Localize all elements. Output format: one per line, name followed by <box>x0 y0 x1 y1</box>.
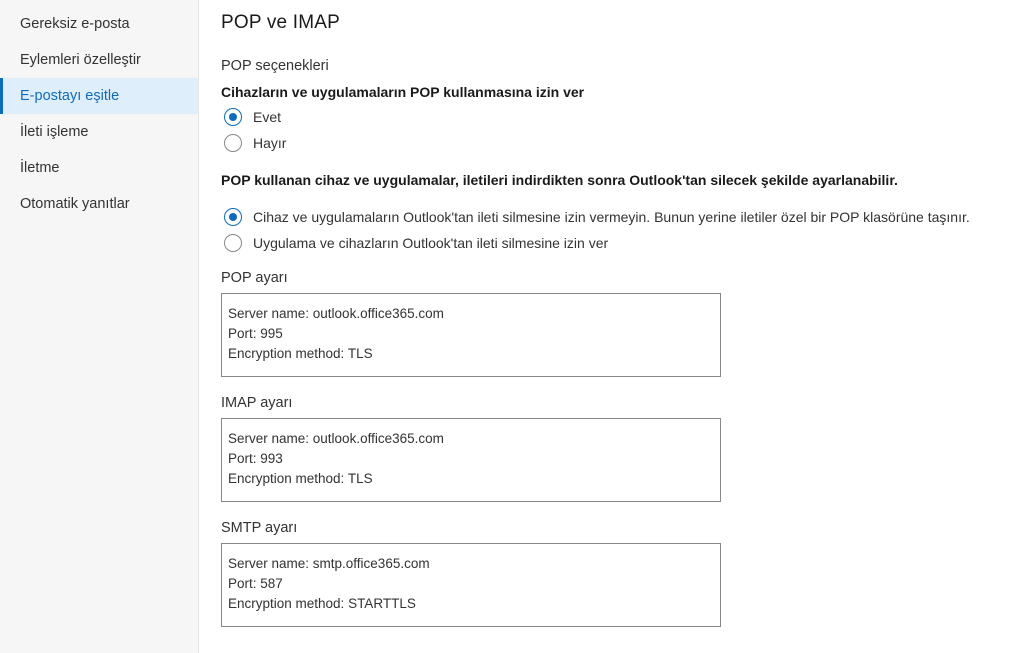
imap-server-name: Server name: outlook.office365.com <box>228 431 444 446</box>
radio-label: Uygulama ve cihazların Outlook'tan ileti silmesine izin ver <box>253 235 609 251</box>
radio-label: Evet <box>253 109 282 125</box>
pop-permission-option-no[interactable] <box>221 134 986 152</box>
radio-icon[interactable] <box>224 134 242 152</box>
pop-delete-option-special-folder[interactable] <box>221 208 986 226</box>
sidebar-item-customize-actions[interactable] <box>0 42 198 78</box>
sidebar-item-junk-email[interactable] <box>0 6 198 42</box>
sidebar-item-sync-email[interactable] <box>0 78 198 114</box>
radio-icon[interactable] <box>224 208 242 226</box>
smtp-port: Port: 587 <box>228 576 283 591</box>
imap-port: Port: 993 <box>228 451 283 466</box>
smtp-setting-box <box>221 543 721 627</box>
settings-sidebar <box>0 0 199 653</box>
sidebar-item-label: İletme <box>20 160 60 176</box>
pop-setting-group <box>221 270 986 377</box>
radio-icon[interactable] <box>224 234 242 252</box>
smtp-setting-group <box>221 520 986 627</box>
pop-setting-label: POP ayarı <box>221 270 288 286</box>
pop-server-name: Server name: outlook.office365.com <box>228 306 444 321</box>
sidebar-item-label: Eylemleri özelleştir <box>20 52 141 68</box>
imap-setting-label: IMAP ayarı <box>221 395 293 411</box>
sidebar-item-forwarding[interactable] <box>0 150 198 186</box>
sidebar-item-label: İleti işleme <box>20 124 89 140</box>
pop-delete-behavior-label: POP kullanan cihaz ve uygulamalar, iletileri indirdikten sonra Outlook'tan silecek şekilde ayarlanabilir. <box>221 172 898 188</box>
imap-setting-group <box>221 395 986 502</box>
pop-setting-box <box>221 293 721 377</box>
sidebar-item-label: E-postayı eşitle <box>20 88 120 104</box>
radio-label: Cihaz ve uygulamaların Outlook'tan ileti silmesine izin vermeyin. Bunun yerine iletiler özel bir POP klasörüne taşınır. <box>253 209 970 225</box>
sidebar-item-label: Gereksiz e-posta <box>20 16 130 32</box>
sidebar-item-label: Otomatik yanıtlar <box>20 196 130 212</box>
radio-icon[interactable] <box>224 108 242 126</box>
pop-options-heading: POP seçenekleri <box>221 58 329 74</box>
settings-content <box>199 0 1010 653</box>
page-title: POP ve IMAP <box>221 12 341 33</box>
smtp-setting-label: SMTP ayarı <box>221 520 298 536</box>
pop-permission-option-yes[interactable] <box>221 108 986 126</box>
smtp-server-name: Server name: smtp.office365.com <box>228 556 430 571</box>
imap-setting-box <box>221 418 721 502</box>
imap-encryption-method: Encryption method: TLS <box>228 471 373 486</box>
sidebar-item-message-handling[interactable] <box>0 114 198 150</box>
pop-delete-option-allow-delete[interactable] <box>221 234 986 252</box>
pop-permission-label: Cihazların ve uygulamaların POP kullanmasına izin ver <box>221 84 585 100</box>
pop-encryption-method: Encryption method: TLS <box>228 346 373 361</box>
smtp-encryption-method: Encryption method: STARTTLS <box>228 596 416 611</box>
radio-label: Hayır <box>253 135 287 151</box>
sidebar-item-automatic-replies[interactable] <box>0 186 198 222</box>
pop-port: Port: 995 <box>228 326 283 341</box>
